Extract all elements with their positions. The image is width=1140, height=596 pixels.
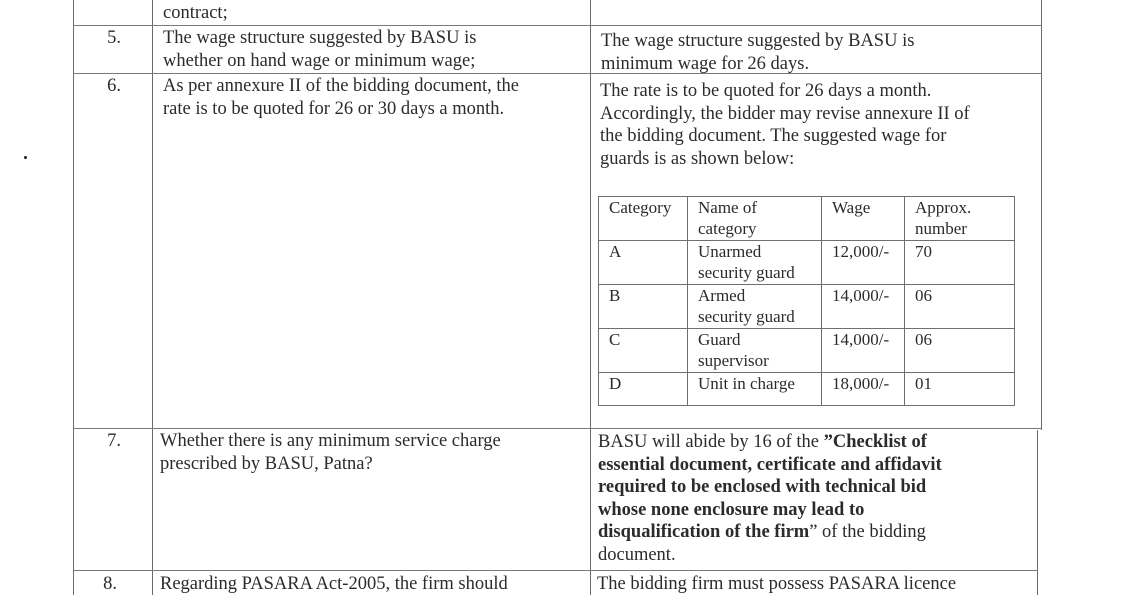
- cell-number: 70: [905, 241, 1015, 285]
- wage-table-row: [599, 373, 1015, 406]
- query-text: The wage structure suggested by BASU is whether on hand wage or minimum wage;: [163, 28, 477, 71]
- response-text: The bidding firm must possess PASARA licence: [597, 574, 957, 594]
- cell-name: Unit in charge: [688, 373, 822, 406]
- cell-wage: 12,000/-: [822, 241, 905, 285]
- table-left-border: [73, 0, 74, 595]
- column-divider-num: [152, 0, 153, 595]
- cell-number: 06: [905, 329, 1015, 373]
- row-number: 5.: [107, 28, 121, 48]
- column-divider-query: [590, 0, 591, 595]
- cell-category: D: [599, 373, 688, 406]
- cell-wage: 18,000/-: [822, 373, 905, 406]
- cell-wage: 14,000/-: [822, 329, 905, 373]
- response-text: The wage structure suggested by BASU is minimum wage for 26 days.: [601, 31, 915, 74]
- row-divider: [73, 570, 1038, 571]
- cell-name: Unarmed security guard: [688, 241, 822, 285]
- header-approx-number: Approx. number: [905, 197, 1015, 241]
- row-divider: [73, 428, 1042, 429]
- header-wage: Wage: [822, 197, 905, 241]
- response-text: [598, 431, 942, 566]
- cell-number: 01: [905, 373, 1015, 406]
- row-number: 7.: [107, 431, 121, 451]
- response-suffix: ” of the bidding document.: [598, 522, 926, 565]
- row-number: 6.: [107, 76, 121, 96]
- cell-category: B: [599, 285, 688, 329]
- wage-table-row: [599, 241, 1015, 285]
- cell-category: A: [599, 241, 688, 285]
- query-text: As per annexure II of the bidding document, the rate is to be quoted for 26 or 30 days a month.: [163, 76, 520, 119]
- query-text: Whether there is any minimum service charge prescribed by BASU, Patna?: [160, 431, 501, 474]
- row-number: 8.: [103, 574, 117, 594]
- response-text: The rate is to be quoted for 26 days a month. Accordingly, the bidder may revise annexure II of the bidding document. The suggested wage for guards is as shown below:: [600, 81, 970, 169]
- cell-category: C: [599, 329, 688, 373]
- query-text: contract;: [163, 3, 228, 23]
- cell-name: Armed security guard: [688, 285, 822, 329]
- table-right-border: [1041, 0, 1042, 430]
- scan-speck: [24, 156, 27, 159]
- wage-table-row: [599, 285, 1015, 329]
- wage-table-header: [599, 197, 1015, 241]
- checklist-reference: ”Checklist of essential document, certificate and affidavit required to be enclosed with technical bid whose none enclosure may lead to disqualification of the firm: [598, 432, 942, 542]
- query-text: Regarding PASARA Act-2005, the firm should: [160, 574, 508, 594]
- response-prefix: BASU will abide by 16 of the: [598, 432, 824, 452]
- header-name-of-category: Name of category: [688, 197, 822, 241]
- header-category: Category: [599, 197, 688, 241]
- cell-name: Guard supervisor: [688, 329, 822, 373]
- cell-wage: 14,000/-: [822, 285, 905, 329]
- cell-number: 06: [905, 285, 1015, 329]
- row-divider: [73, 25, 1042, 26]
- wage-table-row: [599, 329, 1015, 373]
- wage-table: [598, 196, 1015, 406]
